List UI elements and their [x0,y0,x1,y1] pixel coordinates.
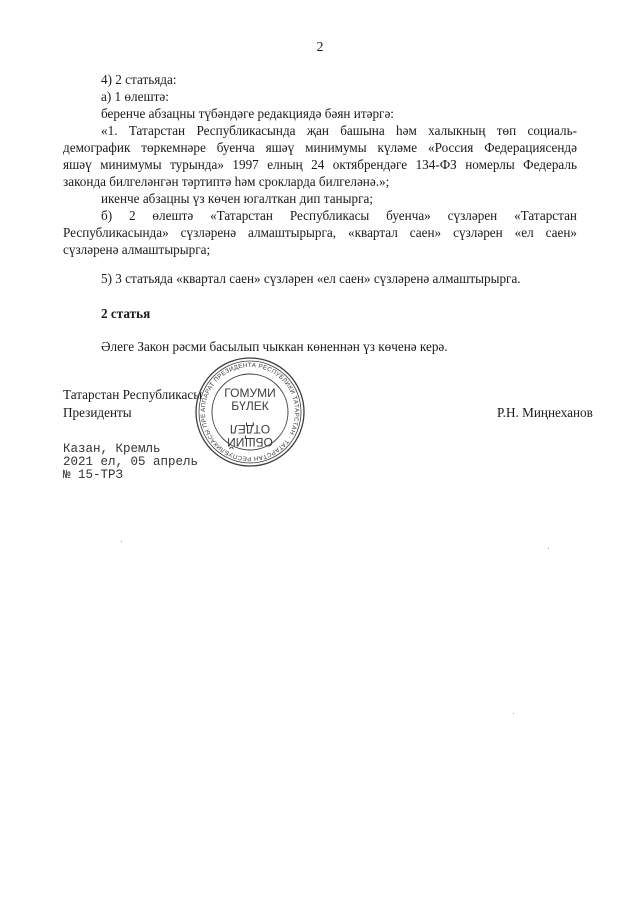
paragraph-line: Республикасында» сүзләренә алмаштырырга, «квартал саен» сүзләрен «ел саен» [63,225,577,240]
scan-speck [121,541,122,542]
signatory-title: Татарстан Республикасы [63,387,203,402]
signing-date: 2021 ел, 05 апрель [63,455,199,469]
official-stamp [193,355,307,469]
svg-text:ОБЩИЙ: ОБЩИЙ [227,435,273,449]
paragraph-line: демографик төркемнәре буенча яшәү минимумы күләме «Россия Федерациясендә [63,140,577,155]
svg-text:АППАРАТ ПРЕЗИДЕНТА РЕСПУБЛИКИ: АППАРАТ ПРЕЗИДЕНТА РЕСПУБЛИКИ ТАТАРСТАН · ТАТАРСТАН РЕСПУБЛИКАСЫ ПРЕ [199,361,301,463]
paragraph-line: яшәү минимумы турында» 1997 елның 24 октябрендәге 134-ФЗ номерлы Федераль [63,157,577,172]
scan-speck [548,548,549,549]
paragraph-line: «1. Татарстан Республикасында җан башына һәм халыкның төп социаль- [101,123,577,138]
item-5: 5) 3 статьяда «квартал саен» сүзләрен «ел саен» сүзләренә алмаштырырга. [101,271,521,286]
signatory-title: Президенты [63,405,132,420]
law-number: № 15-ТРЗ [63,468,124,482]
paragraph-line: законда билгеләнгән тәртиптә һәм срокларда билгеләнә.»; [63,174,390,189]
signing-place: Казан, Кремль [63,442,161,456]
paragraph-line: беренче абзацны түбәндәге редакциядә бәян итәргә: [101,106,394,121]
svg-text:ОТДЕЛ: ОТДЕЛ [229,422,271,436]
article-heading: 2 статья [101,306,151,321]
paragraph-line: Әлеге Закон рәсми басылып чыккан көненнән үз көченә керә. [101,339,448,354]
svg-text:БҮЛЕК: БҮЛЕК [231,399,269,413]
signatory-name: Р.Н. Миңнеханов [497,405,593,420]
item-4: 4) 2 статьяда: [101,72,177,87]
svg-text:ГОМУМИ: ГОМУМИ [224,386,276,400]
subitem-a: а) 1 өлештә: [101,89,169,104]
paragraph-line: икенче абзацны үз көчен югалткан дип танырга; [101,191,373,206]
paragraph-line: сүзләренә алмаштырырга; [63,242,211,257]
scan-speck [513,713,514,714]
page-number: 2 [316,40,324,55]
subitem-b: б) 2 өлештә «Татарстан Республикасы буенча» сүзләрен «Татарстан [101,208,577,223]
